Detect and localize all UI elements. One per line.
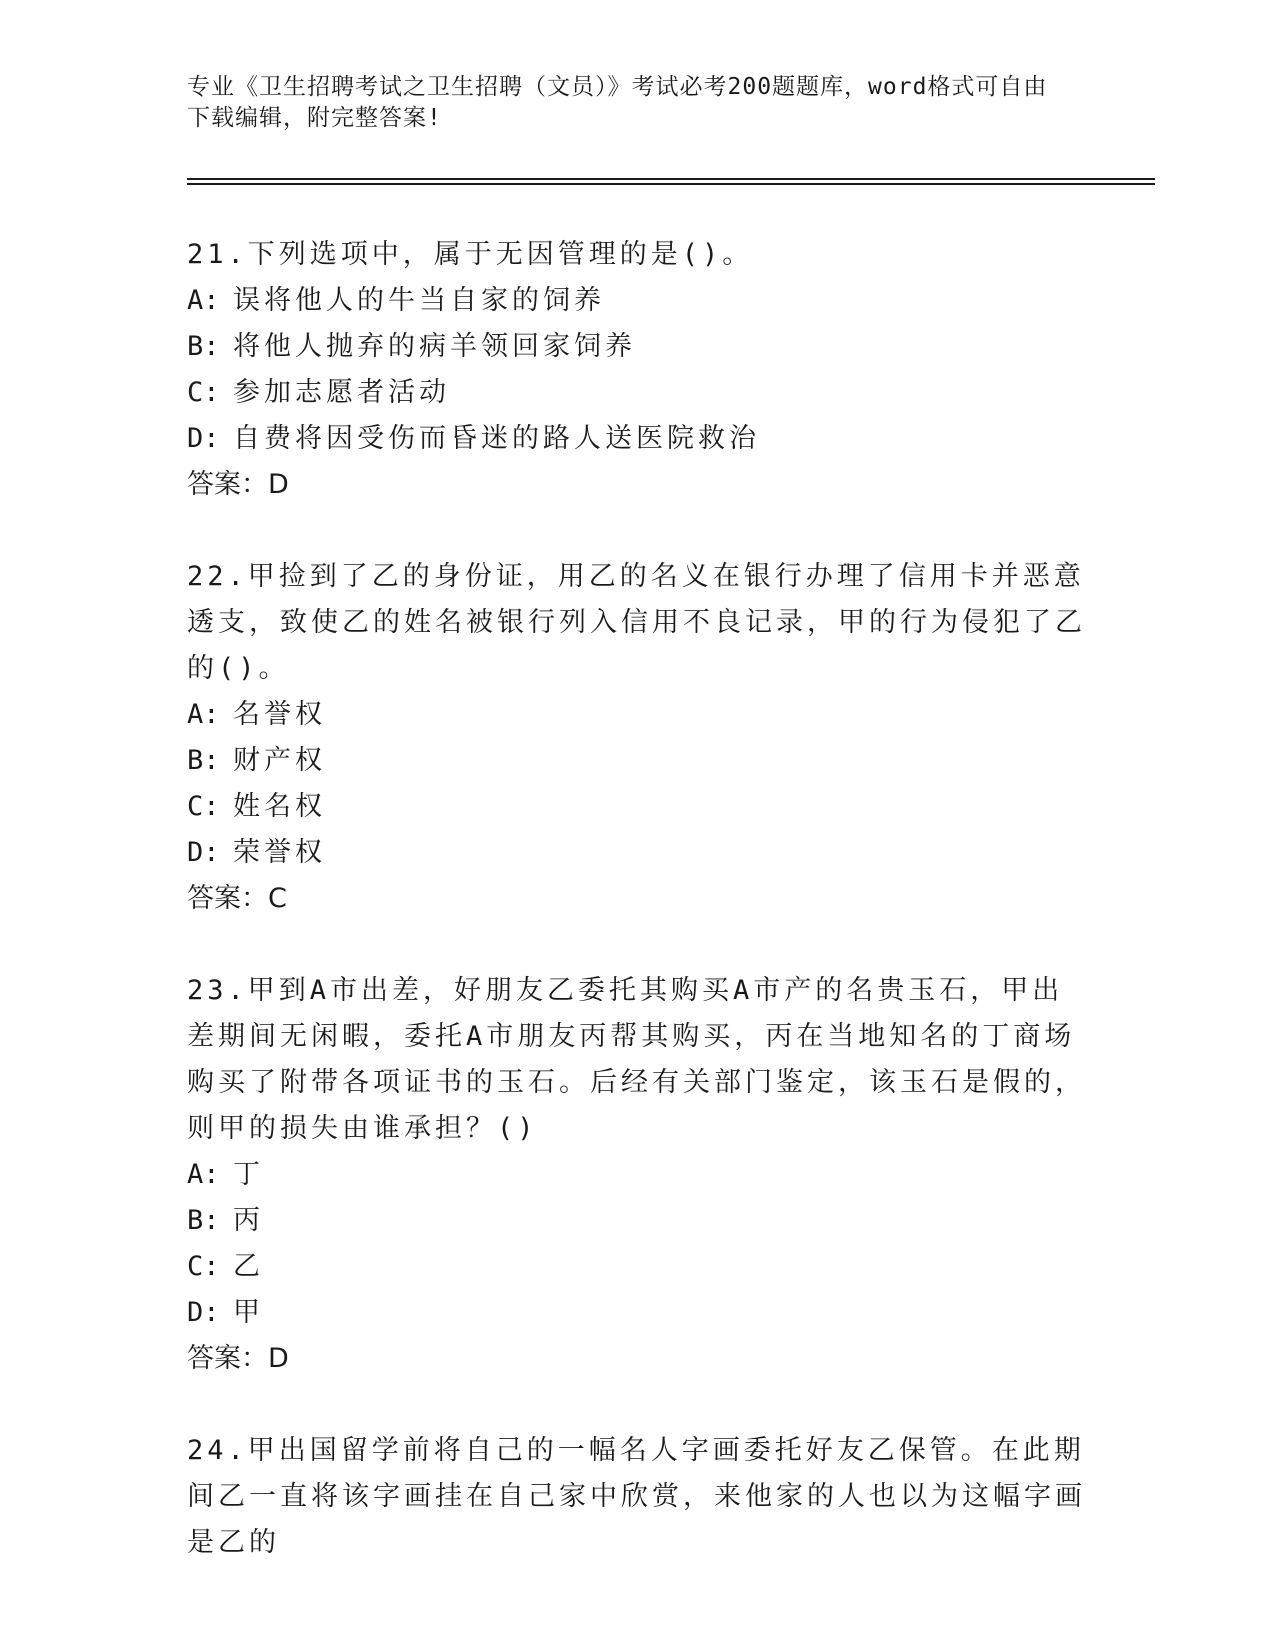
option-key: A:: [187, 699, 220, 730]
header-rule-bottom: [187, 183, 1155, 185]
option-text: 甲: [233, 1297, 264, 1328]
answer: 答案：D: [187, 1343, 289, 1374]
question-24: [187, 1428, 1087, 1566]
question-23: [187, 968, 1087, 1382]
option-a: [187, 278, 1087, 324]
option-text: 丁: [233, 1159, 264, 1190]
option-text: 财产权: [233, 745, 326, 776]
answer: 答案：D: [187, 469, 289, 500]
option-b: [187, 1198, 1087, 1244]
option-text: 名誉权: [233, 699, 326, 730]
option-text: 乙: [233, 1251, 264, 1282]
option-b: [187, 324, 1087, 370]
option-a: [187, 1152, 1087, 1198]
option-key: A:: [187, 1159, 220, 1190]
option-key: C:: [187, 791, 220, 822]
option-d: [187, 1290, 1087, 1336]
option-b: [187, 738, 1087, 784]
header-rule-top: [187, 178, 1155, 180]
answer: 答案：C: [187, 883, 287, 914]
option-key: C:: [187, 377, 220, 408]
option-key: B:: [187, 745, 220, 776]
option-a: [187, 692, 1087, 738]
option-text: 姓名权: [233, 791, 326, 822]
option-c: [187, 1244, 1087, 1290]
option-text: 误将他人的牛当自家的饲养: [233, 285, 605, 316]
option-text: 自费将因受伤而昏迷的路人送医院救治: [233, 423, 760, 454]
option-c: [187, 370, 1087, 416]
option-key: B:: [187, 331, 220, 362]
option-text: 参加志愿者活动: [233, 377, 450, 408]
header-note: 专业《卫生招聘考试之卫生招聘（文员）》考试必考200题题库，word格式可自由下载编辑，附完整答案!: [187, 74, 1048, 131]
option-key: D:: [187, 1297, 220, 1328]
option-key: C:: [187, 1251, 220, 1282]
question-stem: 21.下列选项中，属于无因管理的是()。: [187, 239, 754, 270]
question-stem: 22.甲捡到了乙的身份证，用乙的名义在银行办理了信用卡并恶意透支，致使乙的姓名被银行列入信用不良记录，甲的行为侵犯了乙的()。: [187, 561, 1086, 684]
question-stem: 23.甲到A市出差，好朋友乙委托其购买A市产的名贵玉石，甲出差期间无闲暇，委托A市朋友丙帮其购买，丙在当地知名的丁商场购买了附带各项证书的玉石。后经有关部门鉴定，该玉石是假的，则甲的损失由谁承担？(): [187, 975, 1086, 1144]
option-key: D:: [187, 837, 220, 868]
option-key: D:: [187, 423, 220, 454]
question-list: [187, 232, 1087, 1612]
option-d: [187, 416, 1087, 462]
option-text: 丙: [233, 1205, 264, 1236]
option-c: [187, 784, 1087, 830]
question-stem: 24.甲出国留学前将自己的一幅名人字画委托好友乙保管。在此期间乙一直将该字画挂在自己家中欣赏，来他家的人也以为这幅字画是乙的: [187, 1435, 1086, 1558]
option-text: 荣誉权: [233, 837, 326, 868]
option-text: 将他人抛弃的病羊领回家饲养: [233, 331, 636, 362]
question-21: [187, 232, 1087, 508]
option-key: A:: [187, 285, 220, 316]
question-22: [187, 554, 1087, 922]
option-key: B:: [187, 1205, 220, 1236]
option-d: [187, 830, 1087, 876]
